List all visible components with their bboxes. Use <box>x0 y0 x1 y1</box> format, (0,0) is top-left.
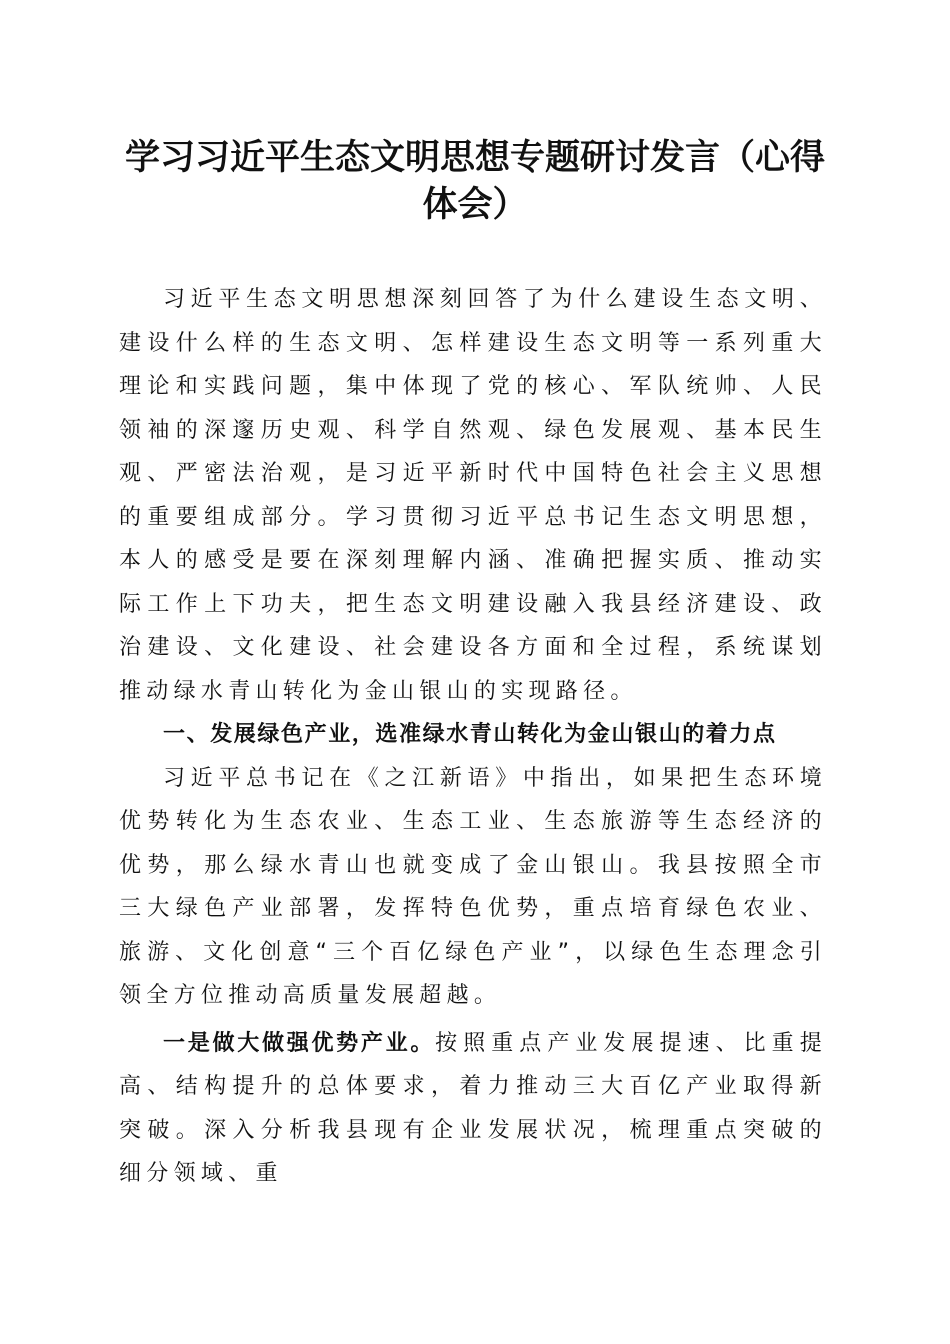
document-title: 学习习近平生态文明思想专题研讨发言（心得体会） <box>124 137 825 225</box>
paragraph-lead: 一是做大做强优势产业。 <box>163 1030 436 1056</box>
section-paragraph-2 <box>119 1022 827 1196</box>
document-body <box>119 278 827 1196</box>
section-paragraph: 习近平总书记在《之江新语》中指出，如果把生态环境优势转化为生态农业、生态工业、生态旅游等生态经济的优势，那么绿水青山也就变成了金山银山。我县按照全市三大绿色产业部署，发挥特色优势，重点培育绿色农业、旅游、文化创意“三个百亿绿色产业”，以绿色生态理念引领全方位推动高质量发展超越。 <box>119 765 827 1008</box>
intro-paragraph: 习近平生态文明思想深刻回答了为什么建设生态文明、建设什么样的生态文明、怎样建设生态文明等一系列重大理论和实践问题，集中体现了党的核心、军队统帅、人民领袖的深邃历史观、科学自然观、绿色发展观、基本民生观、严密法治观，是习近平新时代中国特色社会主义思想的重要组成部分。学习贯彻习近平总书记生态文明思想，本人的感受是要在深刻理解内涵、准确把握实质、推动实际工作上下功夫，把生态文明建设融入我县经济建设、政治建设、文化建设、社会建设各方面和全过程，系统谋划推动绿水青山转化为金山银山的实现路径。 <box>119 287 827 704</box>
section-heading: 一、发展绿色产业，选准绿水青山转化为金山银山的着力点 <box>163 722 777 747</box>
paragraph-text: 按照重点产业发展提速、比重提高、结构提升的总体要求，着力推动三大百亿产业取得新突破。深入分析我县现有企业发展状况，梳理重点突破的细分领域、重 <box>119 1030 827 1186</box>
